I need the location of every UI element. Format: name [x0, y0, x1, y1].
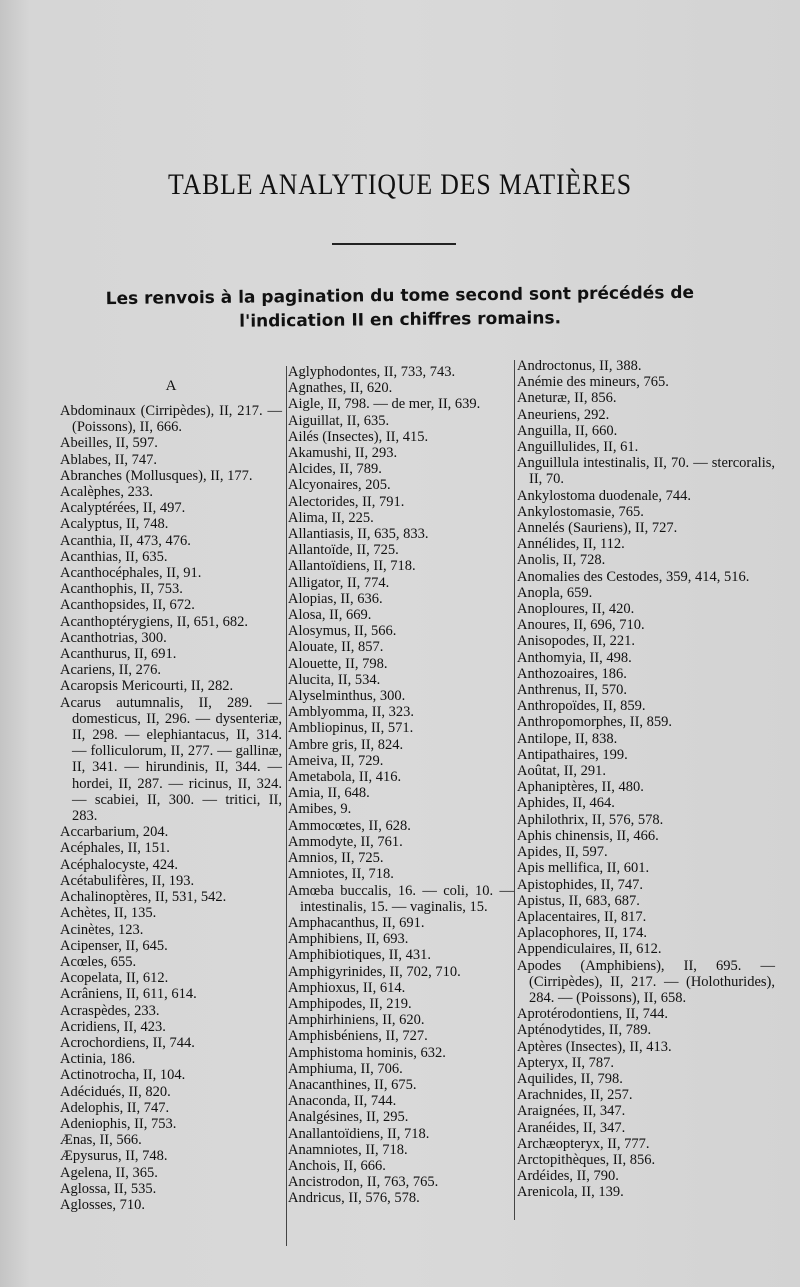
index-entry: Alosymus, II, 566.: [288, 623, 397, 640]
index-entry: Agnathes, II, 620.: [288, 380, 393, 397]
index-entry: Acanthoptérygiens, II, 651, 682.: [60, 613, 249, 630]
index-entry: Ankylostomasie, 765.: [517, 503, 644, 520]
index-entry: Amphigyrinides, II, 702, 710.: [288, 963, 461, 980]
index-entry: Arctopithèques, II, 856.: [517, 1151, 656, 1168]
index-entry: Anthrenus, II, 570.: [517, 682, 627, 699]
index-entry: Anguillulides, II, 61.: [517, 439, 639, 456]
index-entry: Archæopteryx, II, 777.: [517, 1135, 650, 1152]
index-entry: Amphibiens, II, 693.: [288, 931, 409, 948]
index-entry: Alosa, II, 669.: [288, 607, 372, 624]
index-entry: Ammodyte, II, 761.: [288, 833, 403, 850]
index-entry: Aprotérodontiens, II, 744.: [517, 1006, 669, 1023]
index-entry: Acridiens, II, 423.: [60, 1018, 166, 1035]
index-entry: Aneturæ, II, 856.: [517, 390, 617, 407]
index-entry: Acalyptérées, II, 497.: [60, 500, 186, 517]
index-entry: Annelés (Sauriens), II, 727.: [517, 520, 678, 537]
entry-list: [288, 364, 514, 1207]
index-entry: Acarus autumnalis, II, 289. — domesticus, II, 296. — dysenteriæ, II, 298. — elephiantacus, II, 314. — folliculorum, II, 277. — gallinæ, II, 341. — hirundinis, II, 344. — hordei, II, 287. — ricinus, II, 324. — scabiei, II, 300. — tritici, II, 283.: [60, 694, 282, 825]
index-entry: Acanthia, II, 473, 476.: [60, 532, 191, 549]
index-entry: Alyselminthus, 300.: [288, 688, 406, 705]
index-entry: Adécidués, II, 820.: [60, 1083, 171, 1100]
index-entry: Acanthophis, II, 753.: [60, 581, 183, 598]
index-entry: Actinotrocha, II, 104.: [60, 1067, 186, 1084]
index-entry: Apodes (Amphibiens), II, 695. — (Cirripèdes), II, 217. — (Holothurides), 284. — (Poissons), II, 658.: [517, 957, 775, 1006]
index-entry: Acraspèdes, 233.: [60, 1002, 160, 1019]
index-entry: Acalèphes, 233.: [60, 484, 154, 501]
index-entry: Appendiculaires, II, 612.: [517, 941, 662, 958]
index-entry: Aptères (Insectes), II, 413.: [517, 1038, 672, 1055]
index-column-2: [288, 364, 514, 1207]
index-entry: Arenicola, II, 139.: [517, 1184, 624, 1201]
index-entry: Anémie des mineurs, 765.: [517, 374, 669, 391]
index-entry: Aplacophores, II, 174.: [517, 925, 648, 942]
index-entry: Aglosses, 710.: [60, 1196, 145, 1213]
index-entry: Anoploures, II, 420.: [517, 601, 635, 618]
column-divider: [514, 360, 515, 1220]
index-entry: Aglossa, II, 535.: [60, 1180, 157, 1197]
index-entry: Anthropomorphes, II, 859.: [517, 714, 673, 731]
index-entry: Amphirhiniens, II, 620.: [288, 1012, 425, 1029]
index-entry: Amblyomma, II, 323.: [288, 704, 415, 721]
index-entry: Alcides, II, 789.: [288, 461, 382, 478]
index-entry: Allantiasis, II, 635, 833.: [288, 526, 429, 543]
index-entry: Araignées, II, 347.: [517, 1103, 626, 1120]
index-entry: Amphipodes, II, 219.: [288, 995, 412, 1012]
index-entry: Aglyphodontes, II, 733, 743.: [288, 364, 456, 380]
index-entry: Arachnides, II, 257.: [517, 1087, 633, 1104]
index-entry: Amphistoma hominis, 632.: [288, 1044, 446, 1061]
index-entry: Abdominaux (Cirripèdes), II, 217. — (Poissons), II, 666.: [60, 403, 282, 436]
index-entry: Ancistrodon, II, 763, 765.: [288, 1174, 439, 1191]
index-entry: Anthozoaires, 186.: [517, 665, 627, 682]
index-entry: Apides, II, 597.: [517, 844, 608, 861]
index-entry: Alouate, II, 857.: [288, 639, 384, 656]
index-entry: Anthomyia, II, 498.: [517, 649, 632, 666]
index-entry: Ammocœtes, II, 628.: [288, 817, 411, 834]
index-entry: Anolis, II, 728.: [517, 552, 606, 569]
index-entry: Acanthocéphales, II, 91.: [60, 565, 202, 582]
index-entry: Alucita, II, 534.: [288, 671, 381, 688]
index-entry: Acanthias, II, 635.: [60, 548, 168, 565]
letter-heading: A: [165, 378, 177, 394]
index-entry: Abeilles, II, 597.: [60, 435, 158, 452]
index-entry: Aneuriens, 292.: [517, 406, 610, 423]
entry-list: [517, 358, 775, 1201]
index-entry: Actinia, 186.: [60, 1051, 136, 1068]
index-entry: Acéphalocyste, 424.: [60, 856, 178, 873]
index-entry: Acipenser, II, 645.: [60, 937, 168, 954]
index-entry: Aplacentaires, II, 817.: [517, 908, 647, 925]
pagination-note: Les renvois à la pagination du tome second sont précédés de l'indication II en chiffres romains.: [105, 282, 695, 332]
index-entry: Anopla, 659.: [517, 584, 593, 601]
index-entry: Acaropsis Mericourti, II, 282.: [60, 678, 234, 695]
index-column-3: [517, 358, 775, 1201]
index-entry: Allantoïde, II, 725.: [288, 542, 399, 559]
index-entry: Ambliopinus, II, 571.: [288, 720, 414, 737]
index-entry: Acinètes, 123.: [60, 921, 144, 938]
index-entry: Annélides, II, 112.: [517, 536, 625, 553]
index-entry: Anchois, II, 666.: [288, 1157, 386, 1174]
index-entry: Acrochordiens, II, 744.: [60, 1034, 195, 1051]
index-entry: Apistophides, II, 747.: [517, 876, 644, 893]
index-entry: Amniotes, II, 718.: [288, 866, 394, 883]
index-entry: Acœles, 655.: [60, 953, 137, 970]
index-entry: Alopias, II, 636.: [288, 590, 383, 607]
index-entry: Acrâniens, II, 611, 614.: [60, 986, 197, 1003]
index-entry: Androctonus, II, 388.: [517, 358, 642, 374]
index-entry: Acétabulifères, II, 193.: [60, 872, 195, 889]
index-entry: Acopelata, II, 612.: [60, 970, 169, 987]
index-entry: Alima, II, 225.: [288, 509, 374, 526]
entry-list: [60, 403, 282, 1213]
index-entry: Anaconda, II, 744.: [288, 1093, 397, 1110]
index-entry: Agelena, II, 365.: [60, 1164, 158, 1181]
index-entry: Aphaniptères, II, 480.: [517, 779, 644, 796]
index-entry: Alouette, II, 798.: [288, 655, 388, 672]
index-entry: Aranéides, II, 347.: [517, 1119, 626, 1136]
index-entry: Adeniophis, II, 753.: [60, 1115, 177, 1132]
index-entry: Anguillula intestinalis, II, 70. — stercoralis, II, 70.: [517, 455, 775, 488]
index-entry: Ardéides, II, 790.: [517, 1168, 619, 1185]
index-entry: Antipathaires, 199.: [517, 746, 628, 763]
index-entry: Anacanthines, II, 675.: [288, 1076, 417, 1093]
index-entry: Amibes, 9.: [288, 801, 352, 818]
index-entry: Ametabola, II, 416.: [288, 769, 402, 786]
index-entry: Alectorides, II, 791.: [288, 493, 405, 510]
index-entry: Acalyptus, II, 748.: [60, 516, 169, 533]
index-entry: Ablabes, II, 747.: [60, 451, 158, 468]
index-entry: Aphilothrix, II, 576, 578.: [517, 811, 664, 828]
index-entry: Andricus, II, 576, 578.: [288, 1190, 420, 1207]
index-entry: Adelophis, II, 747.: [60, 1099, 170, 1116]
index-entry: Æpysurus, II, 748.: [60, 1148, 168, 1165]
index-entry: Ailés (Insectes), II, 415.: [288, 428, 429, 445]
index-entry: Amphioxus, II, 614.: [288, 979, 406, 996]
index-entry: Antilope, II, 838.: [517, 730, 618, 747]
index-entry: Apistus, II, 683, 687.: [517, 892, 640, 909]
index-entry: Anamniotes, II, 718.: [288, 1141, 408, 1158]
index-entry: Ankylostoma duodenale, 744.: [517, 487, 691, 504]
index-entry: Aigle, II, 798. — de mer, II, 639.: [288, 396, 481, 413]
index-entry: Acéphales, II, 151.: [60, 840, 170, 857]
index-entry: Ambre gris, II, 824.: [288, 736, 404, 753]
index-entry: Achètes, II, 135.: [60, 905, 157, 922]
title-rule: [332, 243, 456, 245]
index-entry: Amphacanthus, II, 691.: [288, 914, 425, 931]
index-entry: Analgésines, II, 295.: [288, 1109, 409, 1126]
column-divider: [286, 366, 287, 1246]
index-entry: Apis mellifica, II, 601.: [517, 860, 650, 877]
index-entry: Allantoïdiens, II, 718.: [288, 558, 416, 575]
index-entry: Aphides, II, 464.: [517, 795, 615, 812]
index-entry: Aphis chinensis, II, 466.: [517, 827, 659, 844]
index-entry: Anisopodes, II, 221.: [517, 633, 636, 650]
index-entry: Alligator, II, 774.: [288, 574, 390, 591]
index-entry: Amœba buccalis, 16. — coli, 10. — intestinalis, 15. — vaginalis, 15.: [288, 882, 514, 915]
index-entry: Amphibiotiques, II, 431.: [288, 947, 431, 964]
index-entry: Apteryx, II, 787.: [517, 1054, 615, 1071]
index-entry: Abranches (Mollusques), II, 177.: [60, 467, 253, 484]
index-entry: Amnios, II, 725.: [288, 850, 384, 867]
index-entry: Aoûtat, II, 291.: [517, 763, 606, 780]
index-entry: Accarbarium, 204.: [60, 824, 169, 841]
index-entry: Ænas, II, 566.: [60, 1132, 142, 1149]
index-entry: Amia, II, 648.: [288, 785, 370, 802]
index-entry: Aiguillat, II, 635.: [288, 412, 390, 429]
index-entry: Anallantoïdiens, II, 718.: [288, 1125, 430, 1142]
index-entry: Anguilla, II, 660.: [517, 422, 618, 439]
index-column-1: [60, 370, 282, 1213]
index-entry: Acanthotrias, 300.: [60, 629, 167, 646]
index-entry: Anoures, II, 696, 710.: [517, 617, 645, 634]
index-entry: Anomalies des Cestodes, 359, 414, 516.: [517, 568, 750, 585]
index-entry: Akamushi, II, 293.: [288, 445, 398, 462]
index-entry: Apténodytides, II, 789.: [517, 1022, 652, 1039]
index-entry: Alcyonaires, 205.: [288, 477, 391, 494]
index-entry: Amphisbéniens, II, 727.: [288, 1028, 428, 1045]
index-entry: Anthropoïdes, II, 859.: [517, 698, 646, 715]
index-entry: Amphiuma, II, 706.: [288, 1060, 403, 1077]
index-entry: Ameiva, II, 729.: [288, 752, 384, 769]
index-entry: Acanthurus, II, 691.: [60, 646, 177, 663]
index-entry: Aquilides, II, 798.: [517, 1070, 623, 1087]
index-entry: Achalinoptères, II, 531, 542.: [60, 889, 227, 906]
index-entry: Acanthopsides, II, 672.: [60, 597, 195, 614]
page-title: TABLE ANALYTIQUE DES MATIÈRES: [168, 168, 632, 201]
index-entry: Acariens, II, 276.: [60, 662, 162, 679]
